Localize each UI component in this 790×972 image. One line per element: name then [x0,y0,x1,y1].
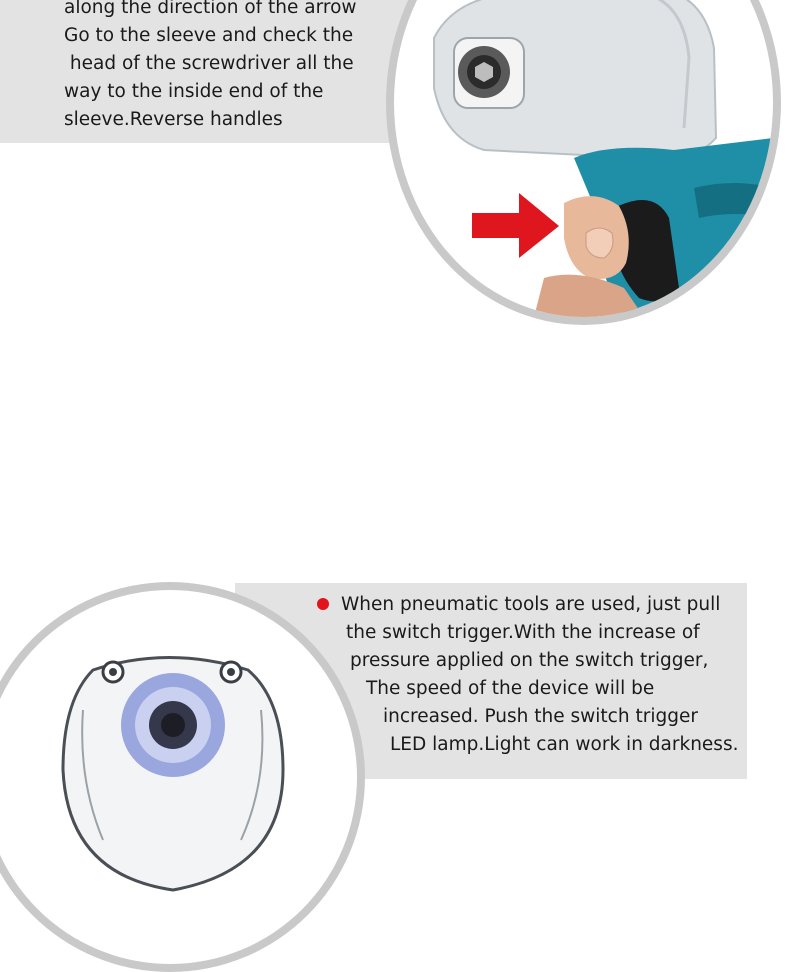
top-text-line-2: Go to the sleeve and check the [64,25,354,46]
red-bullet-icon [317,598,329,610]
trigger-photo-circle [386,0,781,325]
bottom-text-line-4: The speed of the device will be [366,678,655,699]
bottom-text-line-5: increased. Push the switch trigger [383,706,698,727]
driver-front-illustration [0,590,357,964]
bottom-text-line-2: the switch trigger.With the increase of [346,622,700,643]
bottom-text-line-3: pressure applied on the switch trigger, [350,650,709,671]
led-photo [0,590,357,964]
top-text-line-5: sleeve.Reverse handles [64,109,283,130]
trigger-photo [394,0,773,317]
top-text-line-1: along the direction of the arrow [64,0,357,18]
bottom-text-line-1: When pneumatic tools are used, just pull [341,594,721,615]
red-arrow-icon [472,193,559,258]
bottom-text-line-6: LED lamp.Light can work in darkness. [390,734,739,755]
impact-driver-illustration [394,0,773,317]
top-text-line-3: head of the screwdriver all the [64,53,354,74]
top-text-line-4: way to the inside end of the [64,81,324,102]
